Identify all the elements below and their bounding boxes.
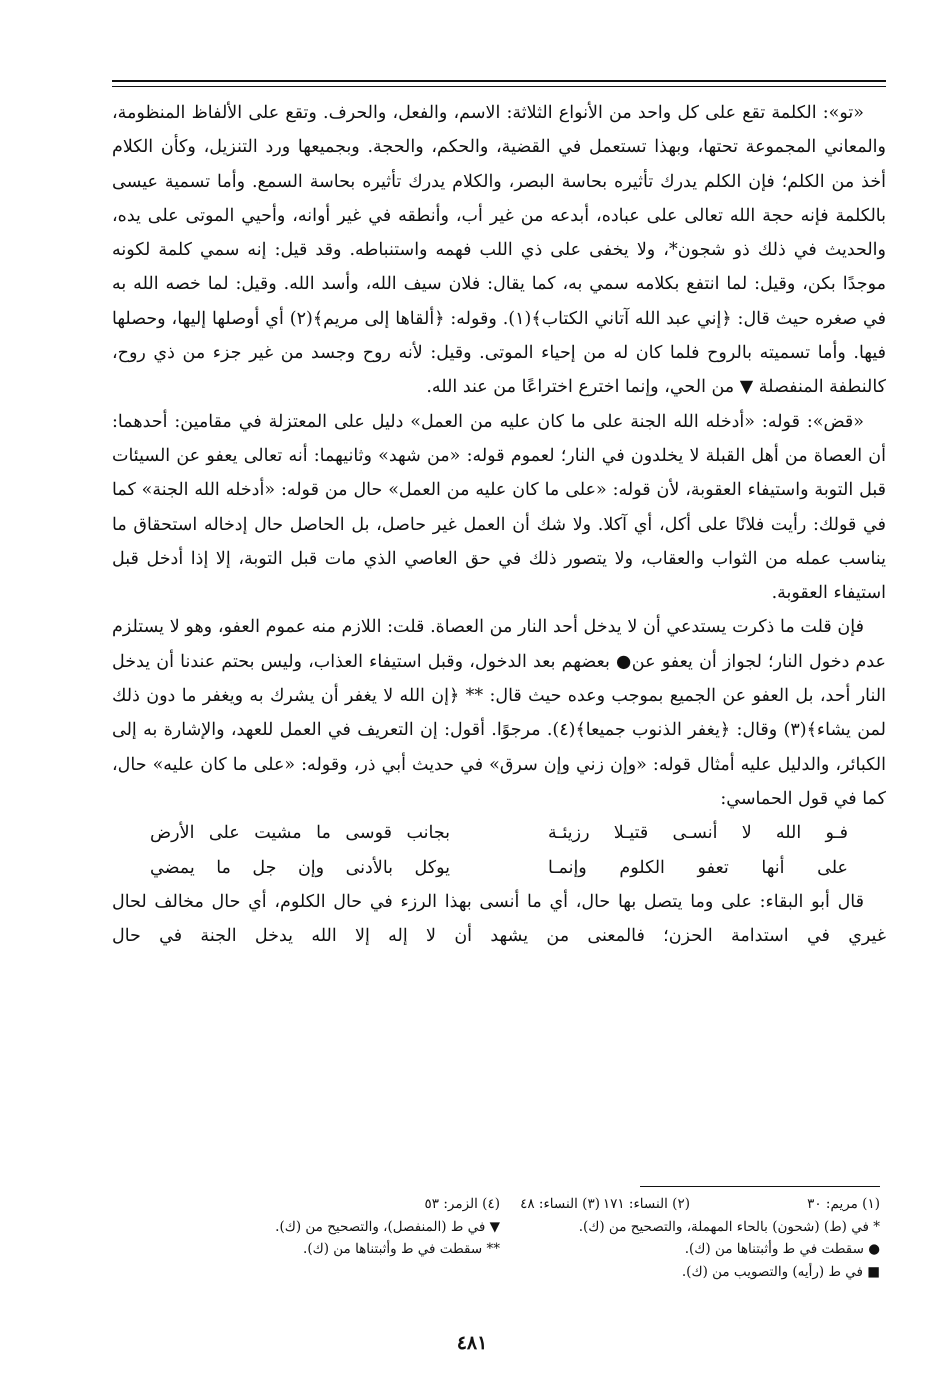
paragraph-2: «قض»: قوله: «أدخله الله الجنة على ما كان عليه من العمل» دليل على المعتزلة في مقامين: أحدهما: أن العصاة من أهل القبلة لا يخلدون في النار؛ لعموم قوله: «من شهد» وثانيهما: أنه تعالى يعفو عن السيئات قبل التوبة واستيفاء العقوبة، لأن قوله: «على ما كان عليه من العمل» حال من قوله: «أدخله الله الجنة» كما في قولك: رأيت فلانًا على أكل، أي آكلا. ولا شك أن العمل غير حاصل، بل الحاصل حال إدخاله استحقاق ما يناسب عمله من الثواب والعقاب، ولا يتصور ذلك في حق العاصي الذي مات قبل التوبة، إلا إذا أدخل قبل استيفاء العقوبة.: [112, 411, 886, 604]
main-text: [112, 96, 886, 953]
footnote-refs: [120, 1193, 880, 1216]
footnote-note: ● سقطت في ط وأثبتناها من (ك).: [684, 1241, 880, 1257]
footnote-row: [120, 1261, 880, 1284]
top-rule-inner: [112, 86, 886, 87]
verse-line-1: [112, 816, 886, 850]
verse-hemistich: يوكل بالأدنى وإن جل ما يمضي: [150, 857, 450, 878]
footnote-note: ▼ في ط (المنفصل)، والتصحيح من (ك).: [275, 1218, 500, 1235]
footnote-ref: (١) مريم: ٣٠: [807, 1196, 880, 1212]
footnote-row: [120, 1238, 880, 1261]
verse-line-2: [112, 851, 886, 885]
verse-hemistich: فـو الله لا أنسـى قتيـلا رزيئـة: [548, 823, 848, 844]
footnote-note: * في (ط) (شحون) بالحاء المهملة، والتصحيح من (ك).: [578, 1218, 880, 1235]
paragraph-3: فإن قلت ما ذكرت يستدعي أن لا يدخل أحد النار من العصاة. قلت: اللازم منه عموم العفو، وهو لا يستلزم عدم دخول النار؛ لجواز أن يعفو عن● بعضهم بعد الدخول، وقبل استيفاء العذاب، وليس بحتم عندنا أن يدخل النار أحد، بل العفو عن الجميع بموجب وعده حيث قال: ** ﴿إن الله لا يغفر أن يشرك به ويغفر ما دون ذلك لمن يشاء﴾(٣) وقال: ﴿يغفر الذنوب جميعا﴾(٤). مرجوًا. أقول: إن التعريف في العمل للعهد، والإشارة به إلى الكبائر، والدليل عليه أمثال قوله: «وإن زني وإن سرق» في حديث أبي ذر، وقوله: «على ما كان عليه» حال، كما في قول الحماسي:: [112, 617, 886, 809]
footnote-separator: [640, 1186, 880, 1187]
verse-hemistich: بجانب قوسى ما مشيت على الأرض: [150, 823, 450, 844]
footnote-note: ** سقطت في ط وأثبتناها من (ك).: [303, 1241, 500, 1257]
verse-hemistich: على أنها تعفو الكلوم وإنمـا: [548, 857, 848, 878]
paragraph-1: «تو»: الكلمة تقع على كل واحد من الأنواع الثلاثة: الاسم، والفعل، والحرف. وتقع على الألفاظ المنظومة، والمعاني المجموعة تحتها، وبهذا تستعمل في القضية، والحكم، والحجة. وبجميعها ورد التنزيل، وكأن الكلام أخذ من الكلم؛ فإن الكلم يدرك تأثيره بحاسة البصر، والكلام يدرك تأثيره بحاسة السمع. وأما تسمية عيسى بالكلمة فإنه حجة الله تعالى على عباده، أبدعه من غير أب، وأنطقه في غير أوانه، وأحيي الموتى على يده، والحديث في ذلك ذو شجون*، ولا يخفى على ذي اللب فهمه واستنباطه. وقد قيل: إنه سمي كلمة لكونه موجدًا بكن، وقيل: لما انتفع بكلامه سمي به، كما يقال: فلان سيف الله، وأسد الله. وقيل: لما خصه الله به في صغره حيث قال: ﴿إني عبد الله آتاني الكتاب﴾(١). وقوله: ﴿ألقاها إلى مريم﴾(٢) أي أوصلها إليها، وحصلها فيها. وأما تسميته بالروح فلما كان له من إحياء الموتى. وقيل: لأنه روح وجسد من غير جزء من ذي روح، كالنطفة المنفصلة ▼ من الحي، وإنما اخترع اختراعًا من عند الله.: [112, 103, 886, 398]
top-rule: [112, 80, 886, 82]
paragraph-4: قال أبو البقاء: على وما يتصل بها حال، أي ما أنسى بهذا الرزء في حال الكلوم، أي حال مخالف لحال غيري في استدامة الحزن؛ فالمعنى من يشهد أن لا إله إلا الله يدخل الجنة في حال: [112, 891, 886, 947]
footnotes: [120, 1186, 880, 1283]
footnote-ref: (٤) الزمر: ٥٣: [424, 1196, 500, 1212]
footnote-note: ■ في ط (رأيه) والتصويب من (ك).: [681, 1263, 880, 1280]
footnote-ref: (٣) النساء: ٤٨: [520, 1196, 600, 1212]
page-number: ٤٨١: [456, 1332, 488, 1354]
footnote-row: [120, 1216, 880, 1239]
footnote-ref: (٢) النساء: ١٧١: [602, 1196, 690, 1212]
